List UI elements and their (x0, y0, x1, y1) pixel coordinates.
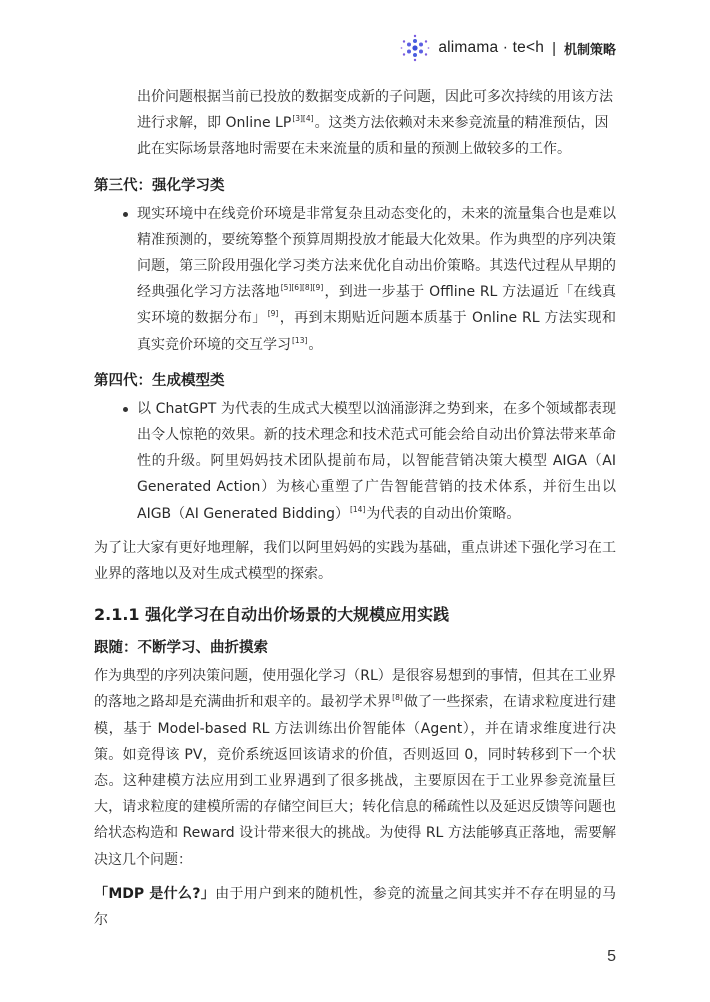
gen4-bullet (94, 396, 616, 527)
page-header (400, 34, 616, 62)
gen3-heading: 第三代：强化学习类 (94, 177, 225, 194)
citation: [13] (292, 335, 308, 345)
gen3-bullet (94, 201, 616, 358)
body-paragraph: 作为典型的序列决策问题，使用强化学习（RL）是很容易想到的事情，但其在工业界的落地之路却是充满曲折和艰辛的。最初学术界[8]做了一些探索，在请求粒度进行建模，基于 Model-based RL 方法训练出价智能体（Agent），并在请求维度进行决策。如竞得该 PV，竞价系统返回该请求的价值，否则返回 0，同时转移到下一个状态。这种建模方法应用到工业界遇到了很多挑战，主要原因在于工业界参竞流量巨大，请求粒度的建模所需的存储空间巨大；转化信息的稀疏性以及延迟反馈等问题也给状态构造和 Reward 设计带来很大的挑战。为使得 RL 方法能够真正落地，需要解决这几个问题： (94, 668, 617, 868)
mdp-paragraph: 「MDP 是什么?」由于用户到来的随机性，参竞的流量之间其实并不存在明显的马尔 (94, 885, 617, 929)
section-heading: 2.1.1 强化学习在自动出价场景的大规模应用实践 (94, 605, 450, 625)
subsection-heading: 跟随：不断学习、曲折摸索 (94, 640, 268, 657)
header-separator: | (552, 39, 556, 57)
intro-line: 进行求解，即 Online LP[3][4]。这类方法依赖对未来参竞流量的精准预估，因 (137, 114, 609, 132)
intro-paragraph (94, 84, 616, 163)
mdp-question: 「MDP 是什么?」 (94, 885, 216, 902)
page-number: 5 (607, 948, 616, 965)
section-name: 机制策略 (563, 42, 616, 58)
citation: [3][4] (292, 114, 314, 124)
bullet-dot (123, 212, 128, 217)
alimama-logo-icon (400, 34, 430, 62)
citation: [14] (349, 504, 366, 514)
gen4-text: 以 ChatGPT 为代表的生成式大模型以汹涌澎湃之势到来，在多个领域都表现出令人惊艳的效果。新的技术理念和技术范式可能会给自动出价算法带来革命性的升级。阿里妈妈技术团队提前布局，以智能营销决策大模型 AIGA（AI Generated Action）为核心重塑了广告智能营销的技术体系，并衍生出以 AIGB（AI Generated Bidding）[14]为代表的自动出价策略。 (137, 400, 616, 522)
intro-line: 出价问题根据当前已投放的数据变成新的子问题，因此可多次持续的用该方法 (137, 89, 613, 105)
citation: [8] (392, 693, 403, 703)
gen3-text: 现实环境中在线竞价环境是非常复杂且动态变化的，未来的流量集合也是难以精准预测的，要统筹整个预算周期投放才能最大化效果。作为典型的序列决策问题，第三阶段用强化学习类方法来优化自动出价策略。其迭代过程从早期的经典强化学习方法落地[5][6][8][9]，到进一步基于 Offline RL 方法逼近「在线真实环境的数据分布」[9]，再到末期贴近问题本质基于 Online RL 方法实现和真实竞价环境的交互学习[13]。 (137, 205, 616, 353)
intro-line: 此在实际场景落地时需要在未来流量的质和量的预测上做较多的工作。 (137, 141, 571, 158)
bullet-dot (123, 407, 128, 412)
citation: [9] (267, 309, 279, 319)
transition-paragraph: 为了让大家有更好地理解，我们以阿里妈妈的实践为基础，重点讲述下强化学习在工业界的落地以及对生成式模型的探索。 (94, 539, 616, 583)
article-body (94, 84, 616, 933)
brand-name: alimama · te<h (438, 39, 545, 56)
gen4-heading: 第四代：生成模型类 (94, 372, 225, 389)
citation: [5][6][8][9] (280, 283, 324, 293)
